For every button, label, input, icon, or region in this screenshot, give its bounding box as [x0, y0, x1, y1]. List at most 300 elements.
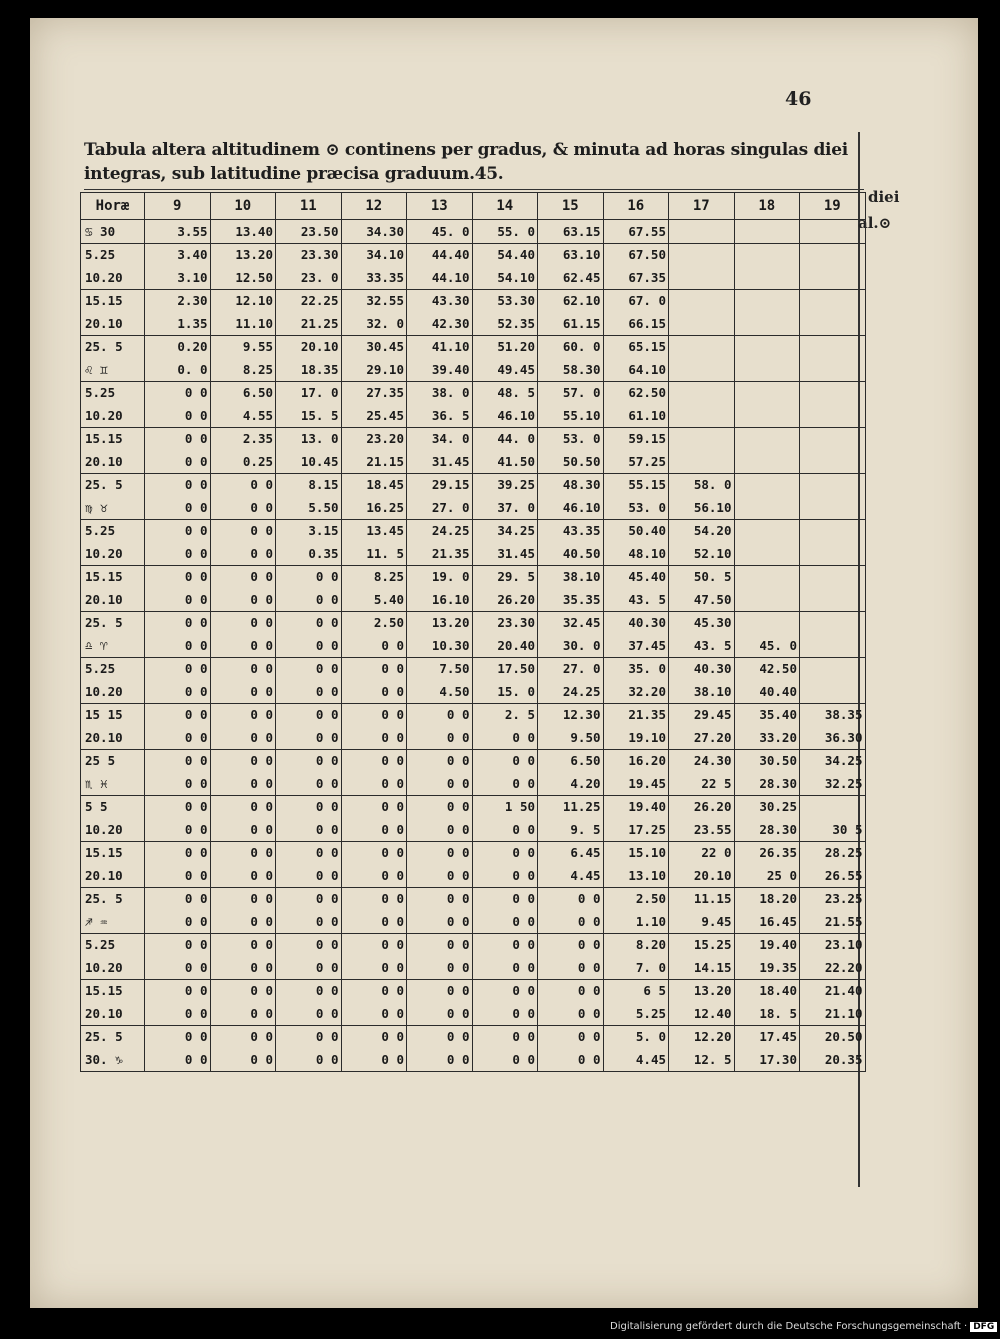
table-cell: 7. 0 — [603, 956, 669, 979]
header-hour-12: 12 — [341, 193, 407, 220]
table-row — [81, 611, 866, 634]
table-cell: 0 0 — [276, 565, 342, 588]
table-row — [81, 841, 866, 864]
table-cell: 13.20 — [669, 979, 735, 1002]
table-cell — [734, 266, 800, 289]
table-cell: 0 0 — [210, 1002, 276, 1025]
table-cell: 0 0 — [145, 864, 211, 887]
table-cell: 19.45 — [603, 772, 669, 795]
table-cell — [734, 312, 800, 335]
row-label: 10.20 — [81, 956, 145, 979]
table-cell: 0 0 — [341, 795, 407, 818]
header-hour-19: 19 — [800, 193, 866, 220]
table-cell: 30 5 — [800, 818, 866, 841]
table-cell: 0 0 — [341, 1025, 407, 1048]
table-cell: 21.10 — [800, 1002, 866, 1025]
table-cell: 36. 5 — [407, 404, 473, 427]
table-cell: 1.35 — [145, 312, 211, 335]
table-cell: 0 0 — [210, 864, 276, 887]
row-label: 10.20 — [81, 404, 145, 427]
row-label: 25. 5 — [81, 887, 145, 910]
table-cell: 0 0 — [210, 772, 276, 795]
row-label: 20.10 — [81, 588, 145, 611]
table-cell: 45.40 — [603, 565, 669, 588]
table-cell: 0 0 — [210, 588, 276, 611]
table-cell: 0 0 — [276, 956, 342, 979]
table-cell: 39.40 — [407, 358, 473, 381]
table-cell: 31.45 — [472, 542, 538, 565]
table-cell — [800, 611, 866, 634]
table-cell: 0 0 — [276, 772, 342, 795]
table-cell: 0 0 — [210, 749, 276, 772]
table-cell — [800, 795, 866, 818]
table-cell: 0 0 — [276, 818, 342, 841]
table-cell: 0 0 — [341, 1048, 407, 1071]
table-cell: 0 0 — [407, 772, 473, 795]
table-cell: 56.10 — [669, 496, 735, 519]
table-cell: 65.15 — [603, 335, 669, 358]
row-label: ♋ 30 — [81, 220, 145, 244]
table-cell: 8.25 — [341, 565, 407, 588]
table-cell: 0 0 — [407, 841, 473, 864]
table-cell: 62.45 — [538, 266, 604, 289]
table-cell: 0 0 — [538, 1002, 604, 1025]
table-cell: 21.15 — [341, 450, 407, 473]
table-cell: 20.40 — [472, 634, 538, 657]
table-cell: 0 0 — [276, 680, 342, 703]
altitude-table — [80, 192, 866, 1072]
table-cell — [669, 450, 735, 473]
table-cell: 31.45 — [407, 450, 473, 473]
row-label: 20.10 — [81, 1002, 145, 1025]
table-cell: 0 0 — [472, 772, 538, 795]
table-row — [81, 266, 866, 289]
table-cell: 30.25 — [734, 795, 800, 818]
table-cell — [800, 588, 866, 611]
table-cell: 14.15 — [669, 956, 735, 979]
table-row — [81, 795, 866, 818]
table-cell: 52.35 — [472, 312, 538, 335]
table-cell: 0 0 — [472, 956, 538, 979]
table-cell: 28.30 — [734, 772, 800, 795]
table-cell: 0 0 — [276, 588, 342, 611]
table-cell: 0 0 — [341, 818, 407, 841]
table-cell: 44. 0 — [472, 427, 538, 450]
row-label: 5.25 — [81, 243, 145, 266]
table-cell: 0 0 — [341, 726, 407, 749]
table-cell: 18.40 — [734, 979, 800, 1002]
table-cell: 42.30 — [407, 312, 473, 335]
table-cell: 9.50 — [538, 726, 604, 749]
table-cell: 51.20 — [472, 335, 538, 358]
header-hour-9: 9 — [145, 193, 211, 220]
table-cell: 0 0 — [210, 956, 276, 979]
table-cell — [800, 243, 866, 266]
table-cell: 4.55 — [210, 404, 276, 427]
row-label: 25. 5 — [81, 335, 145, 358]
table-cell: 0 0 — [145, 841, 211, 864]
table-cell — [734, 289, 800, 312]
table-cell: 26.35 — [734, 841, 800, 864]
table-cell: 22.25 — [276, 289, 342, 312]
table-cell: 21.35 — [407, 542, 473, 565]
table-cell: 23.25 — [800, 887, 866, 910]
table-cell — [669, 335, 735, 358]
table-row — [81, 542, 866, 565]
table-cell: 0 0 — [407, 703, 473, 726]
table-cell: 0 0 — [276, 1025, 342, 1048]
table-cell: 33.20 — [734, 726, 800, 749]
table-cell: 30. 0 — [538, 634, 604, 657]
table-cell: 0 0 — [210, 979, 276, 1002]
table-cell: 0 0 — [276, 910, 342, 933]
footer-text: Digitalisierung gefördert durch die Deutsche Forschungsgemeinschaft · — [610, 1321, 968, 1332]
table-cell: 0 0 — [472, 1025, 538, 1048]
table-cell: 0 0 — [341, 956, 407, 979]
table-cell: 0 0 — [538, 1025, 604, 1048]
table-cell: 0 0 — [538, 887, 604, 910]
table-cell — [669, 220, 735, 244]
table-cell: 0 0 — [341, 749, 407, 772]
table-cell: 0 0 — [407, 1002, 473, 1025]
table-cell: 47.50 — [669, 588, 735, 611]
table-cell: 18.45 — [341, 473, 407, 496]
table-row — [81, 427, 866, 450]
table-cell: 32. 0 — [341, 312, 407, 335]
row-label: 20.10 — [81, 450, 145, 473]
table-cell: 1 50 — [472, 795, 538, 818]
table-row — [81, 956, 866, 979]
table-cell: 4.20 — [538, 772, 604, 795]
table-row — [81, 588, 866, 611]
table-cell: 0 0 — [210, 1048, 276, 1071]
table-cell: 0 0 — [341, 657, 407, 680]
table-cell: 0 0 — [210, 910, 276, 933]
table-row — [81, 335, 866, 358]
table-cell: 54.40 — [472, 243, 538, 266]
table-cell: 57.25 — [603, 450, 669, 473]
table-cell — [734, 611, 800, 634]
table-cell: 0 0 — [538, 1048, 604, 1071]
table-cell — [734, 450, 800, 473]
table-cell: 40.50 — [538, 542, 604, 565]
table-cell: 37. 0 — [472, 496, 538, 519]
row-label: 10.20 — [81, 542, 145, 565]
table-cell: 0 0 — [145, 818, 211, 841]
table-cell: 38.10 — [669, 680, 735, 703]
table-cell: 0 0 — [407, 726, 473, 749]
table-cell: 0 0 — [145, 749, 211, 772]
table-cell: 0 0 — [472, 1048, 538, 1071]
table-cell: 0 0 — [276, 864, 342, 887]
table-cell: 18.35 — [276, 358, 342, 381]
table-cell: 4.45 — [538, 864, 604, 887]
table-cell: 23.30 — [276, 243, 342, 266]
table-row — [81, 220, 866, 244]
table-cell: 0 0 — [210, 496, 276, 519]
table-cell: 28.25 — [800, 841, 866, 864]
header-hour-16: 16 — [603, 193, 669, 220]
table-cell: 63.15 — [538, 220, 604, 244]
table-cell: 45.30 — [669, 611, 735, 634]
table-cell: 23.10 — [800, 933, 866, 956]
row-label: 10.20 — [81, 818, 145, 841]
table-row — [81, 381, 866, 404]
table-cell: 58.30 — [538, 358, 604, 381]
table-cell: 0 0 — [145, 979, 211, 1002]
table-cell: 50.50 — [538, 450, 604, 473]
table-cell — [734, 243, 800, 266]
table-cell: 46.10 — [538, 496, 604, 519]
table-cell — [800, 358, 866, 381]
table-cell: 41.10 — [407, 335, 473, 358]
table-cell: 4.50 — [407, 680, 473, 703]
table-cell: 6.50 — [210, 381, 276, 404]
table-cell: 34.25 — [472, 519, 538, 542]
table-cell: 17.50 — [472, 657, 538, 680]
table-cell — [734, 381, 800, 404]
table-cell: 13.45 — [341, 519, 407, 542]
table-header-row — [81, 193, 866, 220]
table-cell — [800, 565, 866, 588]
table-cell: 3.10 — [145, 266, 211, 289]
table-row — [81, 680, 866, 703]
table-cell — [734, 588, 800, 611]
table-row — [81, 887, 866, 910]
table-cell — [669, 404, 735, 427]
table-cell: 0 0 — [407, 749, 473, 772]
table-cell: 0 0 — [210, 634, 276, 657]
table-cell: 64.10 — [603, 358, 669, 381]
table-cell — [800, 496, 866, 519]
table-cell: 0 0 — [145, 703, 211, 726]
table-cell: 0 0 — [276, 1048, 342, 1071]
table-cell: 39.25 — [472, 473, 538, 496]
table-cell: 0 0 — [276, 726, 342, 749]
table-row — [81, 450, 866, 473]
table-cell — [800, 312, 866, 335]
table-cell: 38.35 — [800, 703, 866, 726]
table-cell: 0 0 — [407, 1048, 473, 1071]
table-cell: 24.25 — [407, 519, 473, 542]
table-cell: 0 0 — [472, 841, 538, 864]
table-cell: 40.30 — [669, 657, 735, 680]
table-cell: 5.25 — [603, 1002, 669, 1025]
table-cell: 0 0 — [276, 749, 342, 772]
table-cell — [800, 266, 866, 289]
row-label: ♏ ♓ — [81, 772, 145, 795]
table-cell — [800, 519, 866, 542]
table-cell: 55. 0 — [472, 220, 538, 244]
table-cell: 0 0 — [145, 910, 211, 933]
table-cell: 0 0 — [341, 772, 407, 795]
table-cell: 5. 0 — [603, 1025, 669, 1048]
table-row — [81, 703, 866, 726]
table-cell: 20.10 — [276, 335, 342, 358]
table-cell: 6 5 — [603, 979, 669, 1002]
table-row — [81, 634, 866, 657]
table-cell: 66.15 — [603, 312, 669, 335]
table-cell: 58. 0 — [669, 473, 735, 496]
table-cell: 29.15 — [407, 473, 473, 496]
row-label: 5.25 — [81, 657, 145, 680]
row-label: 25 5 — [81, 749, 145, 772]
table-cell: 0 0 — [145, 588, 211, 611]
table-cell: 60. 0 — [538, 335, 604, 358]
table-cell — [669, 312, 735, 335]
table-row — [81, 910, 866, 933]
table-cell: 17. 0 — [276, 381, 342, 404]
header-hour-10: 10 — [210, 193, 276, 220]
table-cell: 0 0 — [210, 726, 276, 749]
table-cell: 8.20 — [603, 933, 669, 956]
table-cell: 11.10 — [210, 312, 276, 335]
table-cell: 0 0 — [341, 634, 407, 657]
table-cell — [800, 634, 866, 657]
table-cell: 16.25 — [341, 496, 407, 519]
row-label: 15.15 — [81, 427, 145, 450]
table-row — [81, 243, 866, 266]
table-cell — [669, 289, 735, 312]
row-label: ♍ ♉ — [81, 496, 145, 519]
table-cell: 15.25 — [669, 933, 735, 956]
table-row — [81, 657, 866, 680]
table-cell — [734, 358, 800, 381]
table-cell: 41.50 — [472, 450, 538, 473]
table-row — [81, 749, 866, 772]
table-cell: 0 0 — [341, 933, 407, 956]
table-cell: 0 0 — [210, 795, 276, 818]
table-cell: 0 0 — [472, 864, 538, 887]
table-row — [81, 404, 866, 427]
table-cell: 0 0 — [472, 818, 538, 841]
row-label: 5 5 — [81, 795, 145, 818]
row-label: 25. 5 — [81, 611, 145, 634]
table-cell: 22 5 — [669, 772, 735, 795]
table-row — [81, 979, 866, 1002]
table-cell: 38. 0 — [407, 381, 473, 404]
table-cell: 0 0 — [341, 887, 407, 910]
table-cell: 21.40 — [800, 979, 866, 1002]
table-cell — [800, 473, 866, 496]
table-cell — [734, 427, 800, 450]
table-cell: 22 0 — [669, 841, 735, 864]
table-cell: 16.45 — [734, 910, 800, 933]
table-cell: 40.30 — [603, 611, 669, 634]
table-cell: 0 0 — [538, 956, 604, 979]
table-cell: 9.55 — [210, 335, 276, 358]
table-cell — [669, 358, 735, 381]
table-cell: 59.15 — [603, 427, 669, 450]
table-cell: 19.35 — [734, 956, 800, 979]
table-cell: 0 0 — [472, 1002, 538, 1025]
table-cell: 26.20 — [472, 588, 538, 611]
table-cell: 4.45 — [603, 1048, 669, 1071]
table-cell: 20.35 — [800, 1048, 866, 1071]
table-cell: 0 0 — [538, 910, 604, 933]
table-cell: 15. 0 — [472, 680, 538, 703]
table-cell: 24.25 — [538, 680, 604, 703]
table-row — [81, 519, 866, 542]
row-label: 30. ♑ — [81, 1048, 145, 1071]
table-title-line2: integras, sub latitudine præcisa graduum.45. — [84, 164, 504, 184]
table-cell: 2.30 — [145, 289, 211, 312]
table-cell: 2.50 — [603, 887, 669, 910]
table-cell: 0 0 — [276, 657, 342, 680]
table-cell: 21.25 — [276, 312, 342, 335]
table-cell: 0 0 — [145, 565, 211, 588]
table-cell — [734, 542, 800, 565]
table-cell: 12. 5 — [669, 1048, 735, 1071]
table-cell: 0 0 — [145, 956, 211, 979]
table-cell: 0 0 — [145, 519, 211, 542]
table-cell: 19.40 — [603, 795, 669, 818]
table-cell: 0 0 — [210, 1025, 276, 1048]
table-cell: 0 0 — [145, 542, 211, 565]
table-cell: 2. 5 — [472, 703, 538, 726]
table-cell: 54.20 — [669, 519, 735, 542]
table-row — [81, 496, 866, 519]
table-cell: 0 0 — [276, 1002, 342, 1025]
table-cell: 0 0 — [472, 933, 538, 956]
table-cell: 0 0 — [210, 841, 276, 864]
dfg-logo: DFG — [970, 1322, 997, 1332]
row-label: 15.15 — [81, 289, 145, 312]
table-cell: 13.40 — [210, 220, 276, 244]
page-number: 46 — [785, 88, 812, 110]
margin-bleed-text: al.⊙ — [858, 214, 892, 232]
table-cell: 32.25 — [800, 772, 866, 795]
table-cell: 0.35 — [276, 542, 342, 565]
table-cell: 0 0 — [145, 611, 211, 634]
table-cell: 3.55 — [145, 220, 211, 244]
table-cell: 23.20 — [341, 427, 407, 450]
table-cell: 16.20 — [603, 749, 669, 772]
table-cell: 3.15 — [276, 519, 342, 542]
table-cell: 26.55 — [800, 864, 866, 887]
row-label: 20.10 — [81, 864, 145, 887]
row-label: 5.25 — [81, 519, 145, 542]
table-cell: 8.15 — [276, 473, 342, 496]
table-cell: 37.45 — [603, 634, 669, 657]
digitization-footer — [610, 1321, 997, 1332]
table-title-line1: Tabula altera altitudinem ⊙ continens per gradus, & minuta ad horas singulas diei — [84, 140, 848, 160]
table-cell: 34.30 — [341, 220, 407, 244]
table-cell: 0 0 — [472, 887, 538, 910]
table-cell: 15.10 — [603, 841, 669, 864]
table-cell: 27.20 — [669, 726, 735, 749]
table-cell: 0 0 — [210, 933, 276, 956]
table-cell — [800, 542, 866, 565]
table-cell: 0 0 — [341, 979, 407, 1002]
table-cell: 40.40 — [734, 680, 800, 703]
header-hour-18: 18 — [734, 193, 800, 220]
table-cell: 0 0 — [145, 680, 211, 703]
table-cell: 0 0 — [276, 887, 342, 910]
table-cell: 6.45 — [538, 841, 604, 864]
table-cell: 48.10 — [603, 542, 669, 565]
table-cell: 0 0 — [407, 956, 473, 979]
table-cell: 0 0 — [210, 565, 276, 588]
table-row — [81, 933, 866, 956]
table-cell: 32.20 — [603, 680, 669, 703]
table-cell: 0 0 — [145, 772, 211, 795]
table-cell: 0 0 — [145, 427, 211, 450]
row-label: 25. 5 — [81, 1025, 145, 1048]
table-cell: 26.20 — [669, 795, 735, 818]
table-cell: 0.20 — [145, 335, 211, 358]
table-cell: 0 0 — [538, 933, 604, 956]
